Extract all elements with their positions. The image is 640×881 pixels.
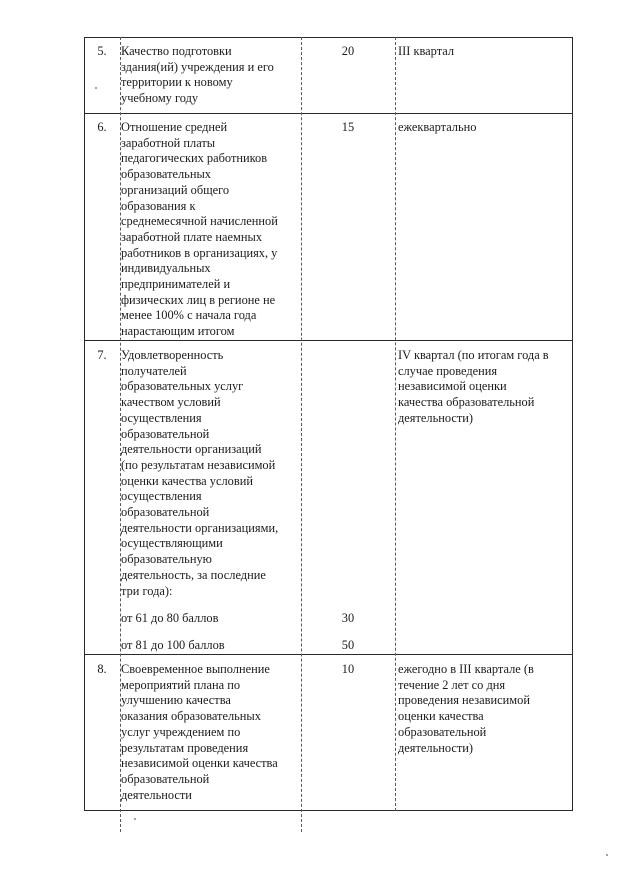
criterion-text: Отношение средней заработной платы педагогических работников образовательных организаций общего образования к среднемесячной начисленной заработной плате наемных работников в организациях, у индивидуальных предпринимателей и физических лиц в регионе не менее 100% с начала года нарастающим итогом (121, 120, 278, 339)
scan-speck (95, 87, 97, 89)
score-value: 50 (341, 638, 355, 652)
table-rule (84, 340, 573, 341)
row-number: 8. (97, 662, 107, 676)
scan-speck (606, 854, 608, 856)
period-text: ежеквартально (398, 120, 477, 134)
column-divider (395, 37, 397, 811)
table-border-right (572, 37, 573, 811)
table-rule (84, 37, 573, 38)
score-value: 10 (341, 662, 355, 676)
criterion-text: Удовлетворенность получателей образовательных услуг качеством условий осуществления образовательной деятельности организаций (по результатам независимой оценки качества условий осуществления образовательной деятельности организациями, осуществляющими образовательную деятельность, за последние три года): (121, 348, 279, 598)
sub-criterion-label: от 61 до 80 баллов (121, 611, 219, 625)
score-value: 20 (341, 44, 355, 58)
period-text: ежегодно в III квартале (в течение 2 лет со дня проведения независимой оценки качества образовательной деятельности) (398, 662, 534, 755)
table-rule (84, 810, 573, 811)
column-divider (301, 37, 303, 832)
scan-speck (134, 818, 136, 820)
row-number: 7. (97, 348, 107, 362)
table-rule (84, 654, 573, 655)
period-text: III квартал (398, 44, 455, 58)
criterion-text: Своевременное выполнение мероприятий плана по улучшению качества оказания образовательных услуг учреждением по результатам проведения независимой оценки качества образовательной деятельности (121, 662, 278, 802)
sub-criterion-label: от 81 до 100 баллов (121, 638, 225, 652)
criterion-text: Качество подготовки здания(ий) учреждения и его территории к новому учебному году (121, 44, 274, 106)
period-text: IV квартал (по итогам года в случае проведения независимой оценки качества образовательной деятельности) (398, 348, 549, 425)
table-border-left (84, 37, 85, 811)
row-number: 6. (97, 120, 107, 134)
score-value: 30 (341, 611, 355, 625)
table-rule (84, 113, 573, 114)
row-number: 5. (97, 44, 107, 58)
score-value: 15 (341, 120, 355, 134)
